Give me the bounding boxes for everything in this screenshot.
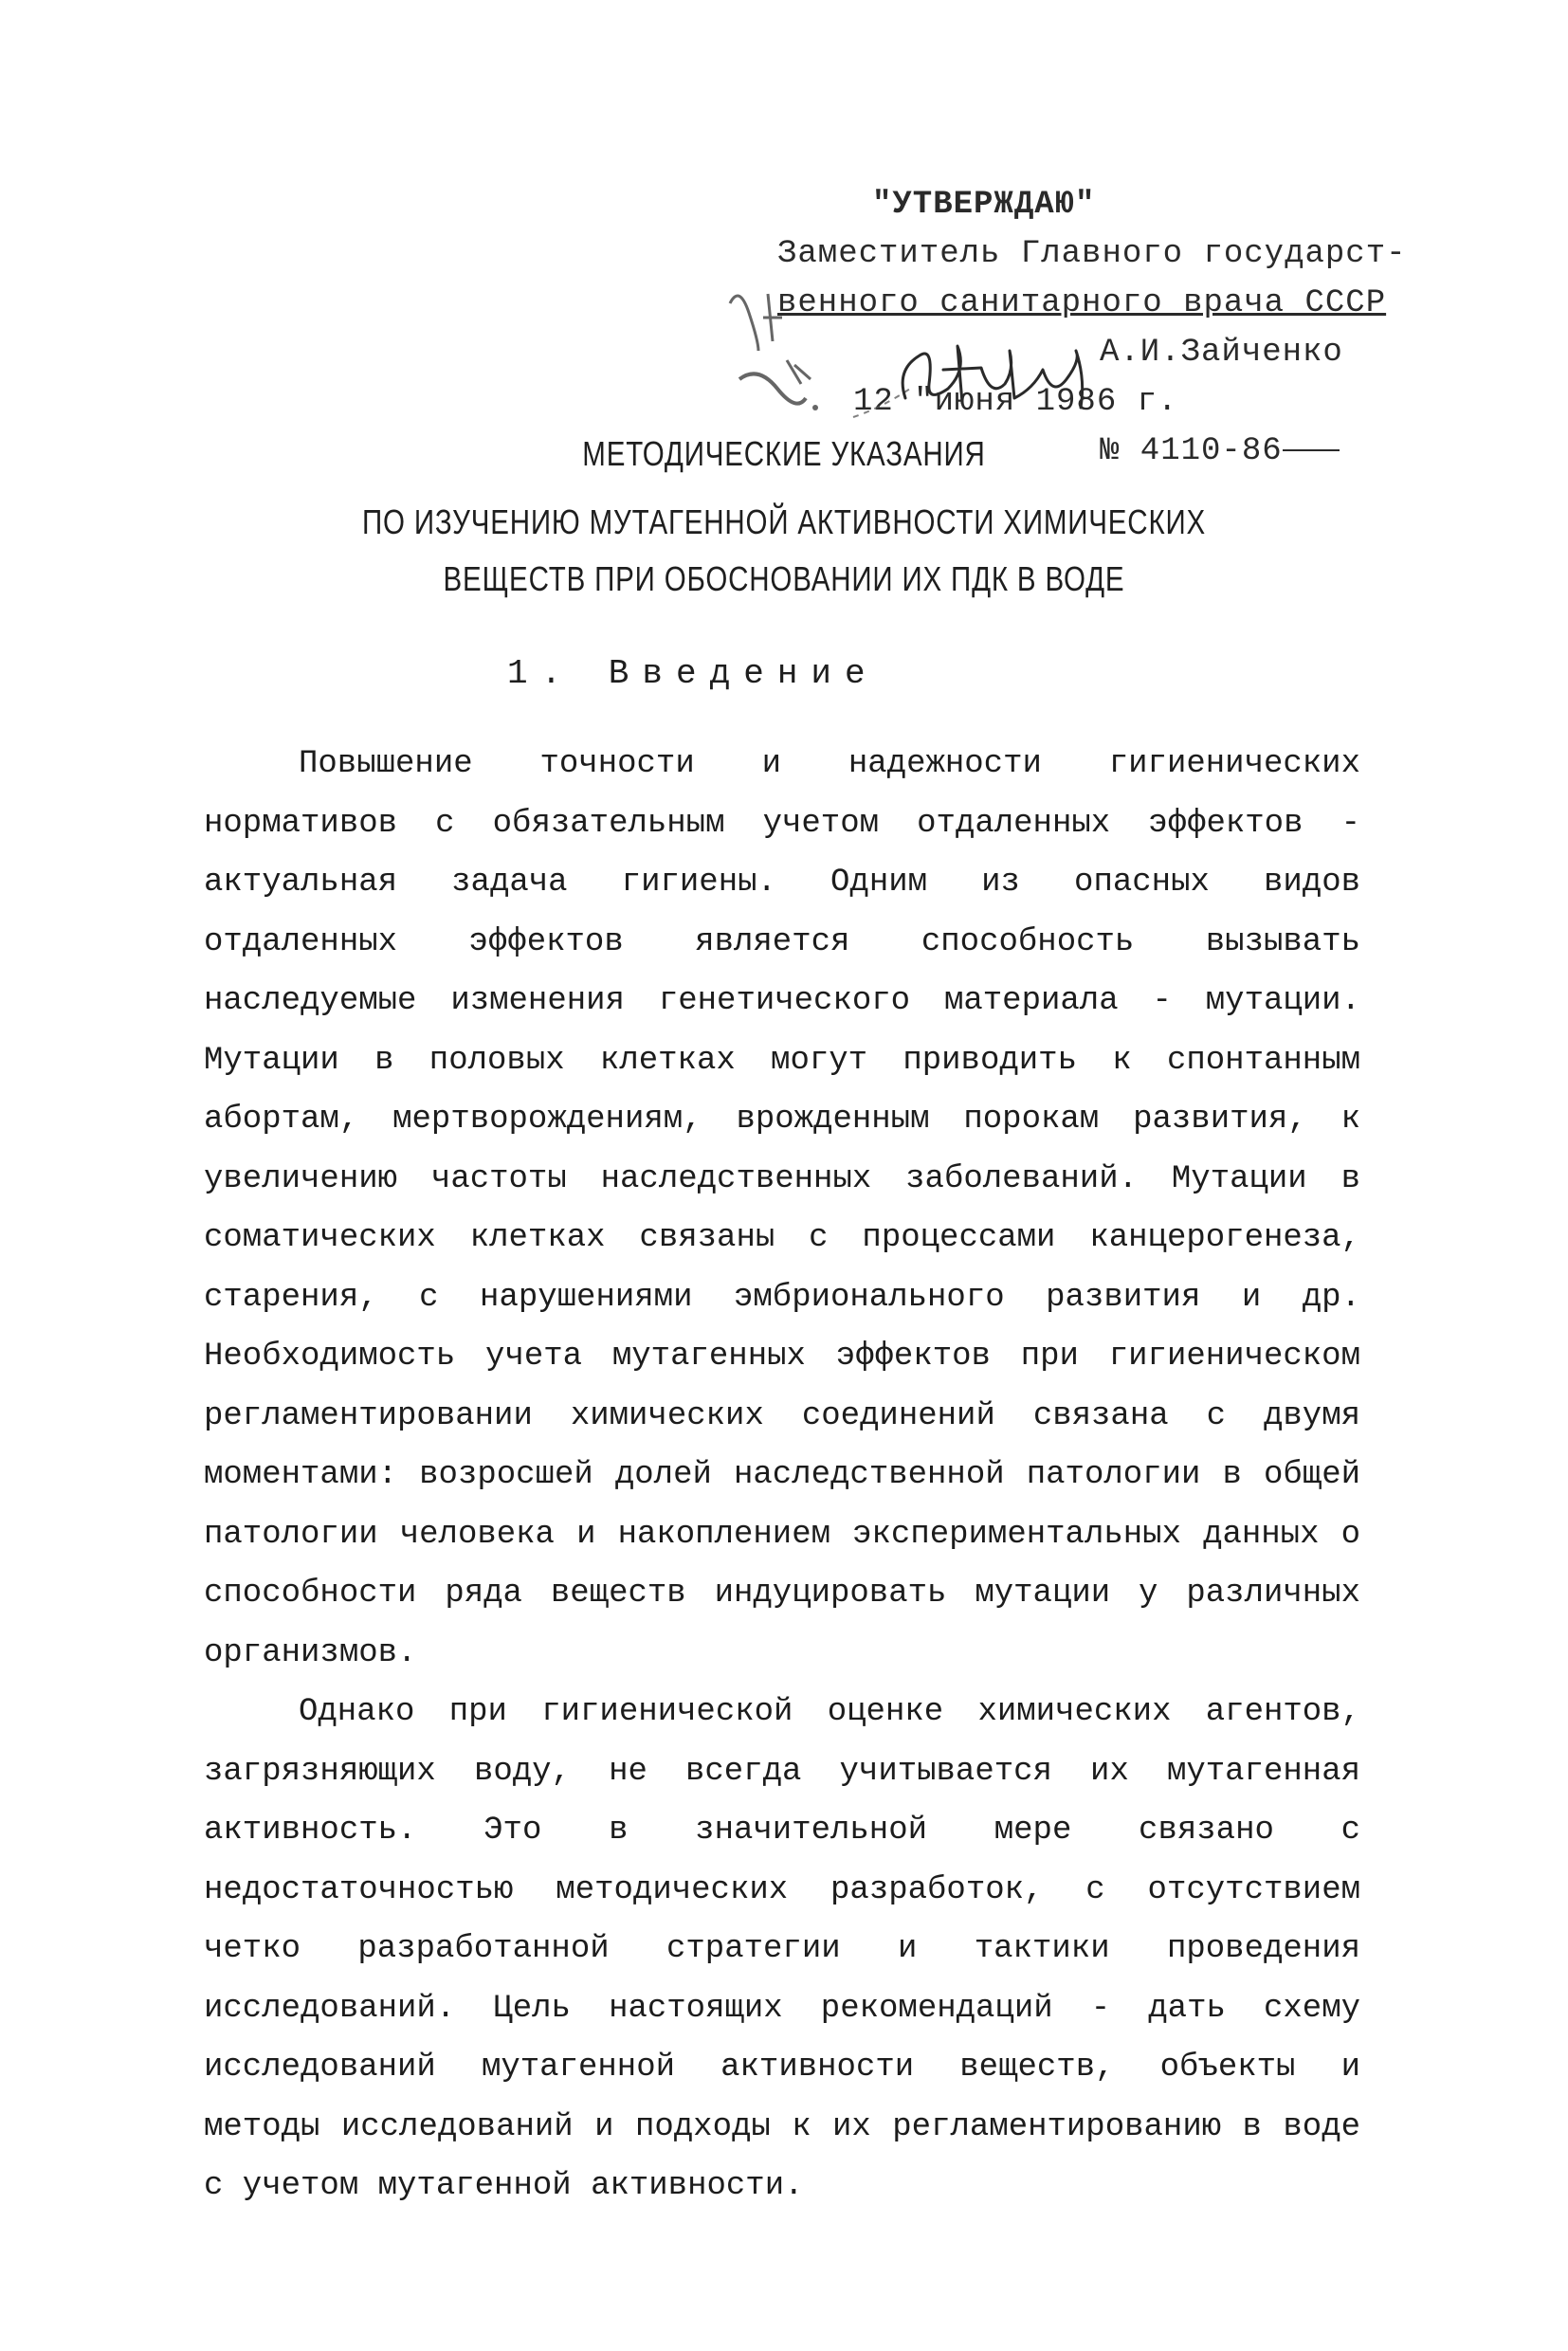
approver-position-line-2-text: венного санитарного врача СССР bbox=[777, 285, 1387, 321]
signature bbox=[891, 332, 1100, 417]
document-number-text: № 4110-86 bbox=[1100, 433, 1283, 469]
title-line-3: ВЕЩЕСТВ ПРИ ОБОСНОВАНИИ ИХ ПДК В ВОДЕ bbox=[443, 559, 1125, 598]
approver-name: А.И.Зайченко bbox=[1100, 335, 1343, 371]
paragraph: Повышение точности и надежности гигиенических нормативов с обязательным учетом отдаленных эффектов - актуальная задача гигиены. Одним из опасных видов отдаленных эффектов является способность вызывать наследуемые изменения генетического материала - мутации. Мутации в половых клетках могут приводить к спонтанным абортам, мертворождениям, врожденным порокам развития, к увеличению частоты наследственных заболеваний. Мутации в соматических клетках связаны с процессами канцерогенеза, старения, с нарушениями эмбрионального развития и др. Необходимость учета мутагенных эффектов при гигиеническом регламентировании химических соединений связана с двумя моментами: возросшей долей наследственной патологии в общей патологии человека и накоплением экспериментальных данных о способности ряда веществ индуцировать мутации у различных организмов. bbox=[204, 746, 1360, 1671]
body-text bbox=[204, 735, 1360, 2216]
approver-position-line-1: Заместитель Главного государст- bbox=[777, 236, 1407, 272]
paragraph: Однако при гигиенической оценке химических агентов, загрязняющих воду, не всегда учитывается их мутагенная активность. Это в значительной мере связано с недостаточностью методических разработок, с отсутствием четко разработанной стратегии и тактики проведения исследований. Цель настоящих рекомендаций - дать схему исследований мутагенной активности веществ, объекты и методы исследований и подходы к их регламентированию в воде с учетом мутагенной активности. bbox=[204, 1694, 1360, 2204]
approval-heading: "УТВЕРЖДАЮ" bbox=[872, 187, 1096, 223]
approval-date: 12 "июня 1986 г. bbox=[853, 384, 1178, 420]
section-heading: 1. Введение bbox=[507, 654, 879, 693]
title-line-2: ПО ИЗУЧЕНИЮ МУТАГЕННОЙ АКТИВНОСТИ ХИМИЧЕСКИХ bbox=[361, 502, 1207, 541]
title-line-1: МЕТОДИЧЕСКИЕ УКАЗАНИЯ bbox=[582, 434, 986, 473]
